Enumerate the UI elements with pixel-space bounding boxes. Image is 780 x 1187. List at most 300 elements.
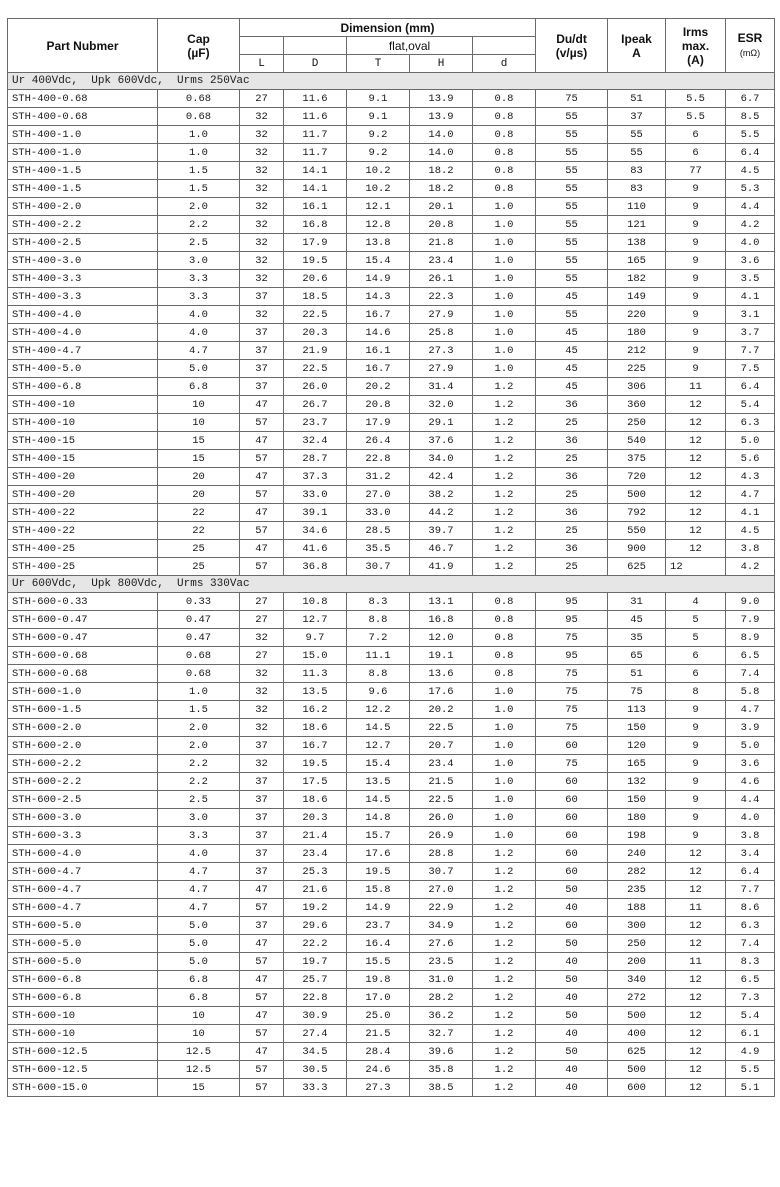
irms-cell: 12	[666, 989, 726, 1007]
small-d-cell: 0.8	[473, 108, 536, 126]
t-cell: 16.4	[347, 935, 410, 953]
part-number-cell: STH-600-2.5	[8, 791, 158, 809]
table-row	[8, 1061, 775, 1079]
l-cell: 37	[240, 288, 284, 306]
l-cell: 32	[240, 144, 284, 162]
cap-cell: 5.0	[158, 935, 240, 953]
part-number-cell: STH-400-4.0	[8, 324, 158, 342]
irms-cell: 11	[666, 953, 726, 971]
l-cell: 32	[240, 665, 284, 683]
h-cell: 44.2	[410, 504, 473, 522]
dimension-empty-cell	[240, 37, 284, 55]
t-cell: 15.7	[347, 827, 410, 845]
cap-cell: 4.7	[158, 899, 240, 917]
small-d-cell: 1.0	[473, 252, 536, 270]
small-d-cell: 1.0	[473, 773, 536, 791]
dudt-cell: 75	[536, 90, 608, 108]
irms-cell: 9	[666, 324, 726, 342]
h-cell: 14.0	[410, 144, 473, 162]
l-cell: 37	[240, 863, 284, 881]
cap-header-label: Cap	[187, 31, 210, 46]
small-d-cell: 1.0	[473, 216, 536, 234]
small-d-cell: 1.0	[473, 342, 536, 360]
d-cell: 18.6	[284, 791, 347, 809]
esr-cell: 6.4	[726, 863, 775, 881]
cap-cell: 3.0	[158, 809, 240, 827]
h-cell: 27.6	[410, 935, 473, 953]
h-cell: 22.5	[410, 719, 473, 737]
ipeak-cell: 600	[608, 1079, 666, 1097]
esr-cell: 7.5	[726, 360, 775, 378]
h-cell: 23.5	[410, 953, 473, 971]
table-row	[8, 1079, 775, 1097]
l-cell: 37	[240, 324, 284, 342]
cap-header-unit: (µF)	[187, 45, 210, 60]
part-number-cell: STH-400-22	[8, 504, 158, 522]
part-number-cell: STH-400-2.5	[8, 234, 158, 252]
dudt-cell: 55	[536, 180, 608, 198]
table-row	[8, 917, 775, 935]
part-number-cell: STH-400-0.68	[8, 108, 158, 126]
table-row	[8, 306, 775, 324]
dudt-cell: 60	[536, 863, 608, 881]
dudt-cell: 95	[536, 593, 608, 611]
esr-cell: 7.7	[726, 881, 775, 899]
irms-cell: 5.5	[666, 108, 726, 126]
part-number-cell: STH-400-1.5	[8, 162, 158, 180]
small-d-cell: 1.0	[473, 234, 536, 252]
part-number-cell: STH-400-15	[8, 432, 158, 450]
small-d-cell: 0.8	[473, 629, 536, 647]
irms-cell: 12	[666, 971, 726, 989]
t-cell: 20.2	[347, 378, 410, 396]
ipeak-header-unit: A	[632, 45, 641, 60]
l-cell: 57	[240, 1061, 284, 1079]
cap-cell: 3.3	[158, 827, 240, 845]
part-number-cell: STH-400-22	[8, 522, 158, 540]
ipeak-cell: 138	[608, 234, 666, 252]
part-number-cell: STH-600-10	[8, 1007, 158, 1025]
part-number-cell: STH-600-3.3	[8, 827, 158, 845]
h-cell: 26.0	[410, 809, 473, 827]
part-number-cell: STH-600-6.8	[8, 989, 158, 1007]
d-cell: 25.7	[284, 971, 347, 989]
h-cell: 29.1	[410, 414, 473, 432]
l-cell: 57	[240, 1025, 284, 1043]
part-number-cell: STH-600-5.0	[8, 935, 158, 953]
l-cell: 57	[240, 414, 284, 432]
d-cell: 13.5	[284, 683, 347, 701]
ipeak-cell: 250	[608, 935, 666, 953]
h-cell: 14.0	[410, 126, 473, 144]
d-cell: 32.4	[284, 432, 347, 450]
t-cell: 20.8	[347, 396, 410, 414]
l-cell: 27	[240, 593, 284, 611]
esr-cell: 4.7	[726, 701, 775, 719]
small-d-cell: 1.2	[473, 989, 536, 1007]
part-number-cell: STH-600-10	[8, 1025, 158, 1043]
small-d-cell: 1.2	[473, 1079, 536, 1097]
irms-cell: 12	[666, 881, 726, 899]
dudt-cell: 75	[536, 719, 608, 737]
ipeak-cell: 75	[608, 683, 666, 701]
t-cell: 17.9	[347, 414, 410, 432]
dudt-cell: 40	[536, 989, 608, 1007]
table-row	[8, 863, 775, 881]
small-d-cell: 1.0	[473, 198, 536, 216]
d-cell: 16.2	[284, 701, 347, 719]
esr-cell: 4.5	[726, 522, 775, 540]
esr-cell: 5.0	[726, 737, 775, 755]
esr-cell: 3.7	[726, 324, 775, 342]
table-row	[8, 342, 775, 360]
d-cell: 19.7	[284, 953, 347, 971]
cap-cell: 5.0	[158, 917, 240, 935]
ipeak-cell: 400	[608, 1025, 666, 1043]
irms-cell: 12	[666, 450, 726, 468]
small-d-cell: 1.0	[473, 683, 536, 701]
t-cell: 15.4	[347, 755, 410, 773]
table-row	[8, 288, 775, 306]
ipeak-cell: 65	[608, 647, 666, 665]
t-cell: 9.2	[347, 126, 410, 144]
t-cell: 27.3	[347, 1079, 410, 1097]
h-cell: 27.9	[410, 306, 473, 324]
table-row	[8, 432, 775, 450]
irms-cell: 9	[666, 306, 726, 324]
h-cell: 46.7	[410, 540, 473, 558]
irms-cell: 9	[666, 342, 726, 360]
dudt-cell: 40	[536, 1061, 608, 1079]
t-cell: 12.2	[347, 701, 410, 719]
ipeak-cell: 272	[608, 989, 666, 1007]
part-number-cell: STH-600-0.33	[8, 593, 158, 611]
ipeak-cell: 165	[608, 755, 666, 773]
ipeak-cell: 51	[608, 665, 666, 683]
l-cell: 57	[240, 486, 284, 504]
part-number-cell: STH-400-20	[8, 468, 158, 486]
d-cell: 18.5	[284, 288, 347, 306]
t-cell: 33.0	[347, 504, 410, 522]
small-d-cell: 1.2	[473, 378, 536, 396]
small-d-cell: 1.2	[473, 1061, 536, 1079]
cap-cell: 4.0	[158, 306, 240, 324]
h-cell: 23.4	[410, 755, 473, 773]
irms-cell: 12	[666, 486, 726, 504]
irms-cell: 12	[666, 1007, 726, 1025]
ipeak-header	[608, 19, 666, 73]
d-cell: 18.6	[284, 719, 347, 737]
cap-cell: 22	[158, 504, 240, 522]
ipeak-cell: 282	[608, 863, 666, 881]
esr-cell: 4.6	[726, 773, 775, 791]
ipeak-cell: 35	[608, 629, 666, 647]
ipeak-cell: 375	[608, 450, 666, 468]
esr-header-unit: (mΩ)	[739, 48, 761, 58]
t-cell: 15.5	[347, 953, 410, 971]
irms-cell: 12	[666, 522, 726, 540]
small-d-cell: 1.2	[473, 863, 536, 881]
esr-cell: 8.3	[726, 953, 775, 971]
capacitor-spec-table	[7, 18, 775, 1097]
part-number-cell: STH-600-0.68	[8, 665, 158, 683]
esr-cell: 4.0	[726, 234, 775, 252]
table-row	[8, 378, 775, 396]
h-cell: 36.2	[410, 1007, 473, 1025]
small-d-cell: 0.8	[473, 647, 536, 665]
dudt-cell: 60	[536, 917, 608, 935]
dudt-cell: 36	[536, 396, 608, 414]
ipeak-cell: 306	[608, 378, 666, 396]
table-body	[8, 73, 775, 1097]
esr-cell: 7.4	[726, 935, 775, 953]
h-cell: 28.2	[410, 989, 473, 1007]
l-cell: 57	[240, 899, 284, 917]
d-cell: 16.1	[284, 198, 347, 216]
cap-cell: 6.8	[158, 971, 240, 989]
esr-cell: 7.3	[726, 989, 775, 1007]
dudt-cell: 60	[536, 845, 608, 863]
d-cell: 39.1	[284, 504, 347, 522]
small-d-cell: 1.0	[473, 288, 536, 306]
l-cell: 37	[240, 845, 284, 863]
table-row	[8, 324, 775, 342]
l-cell: 32	[240, 755, 284, 773]
cap-cell: 10	[158, 396, 240, 414]
cap-cell: 2.5	[158, 791, 240, 809]
cap-cell: 10	[158, 1007, 240, 1025]
l-cell: 47	[240, 971, 284, 989]
t-cell: 8.8	[347, 665, 410, 683]
ipeak-cell: 300	[608, 917, 666, 935]
col-h-header: H	[410, 55, 473, 73]
dudt-cell: 55	[536, 252, 608, 270]
part-number-cell: STH-400-25	[8, 558, 158, 576]
small-d-cell: 0.8	[473, 593, 536, 611]
table-row	[8, 629, 775, 647]
table-row	[8, 899, 775, 917]
small-d-cell: 1.0	[473, 737, 536, 755]
irms-cell: 12	[666, 917, 726, 935]
t-cell: 28.5	[347, 522, 410, 540]
irms-cell: 5	[666, 629, 726, 647]
col-small-d-header: d	[473, 55, 536, 73]
table-row	[8, 162, 775, 180]
d-cell: 16.8	[284, 216, 347, 234]
small-d-cell: 1.0	[473, 791, 536, 809]
part-number-header-label: Part Nubmer	[46, 38, 119, 53]
l-cell: 32	[240, 306, 284, 324]
dudt-cell: 25	[536, 558, 608, 576]
h-cell: 13.9	[410, 90, 473, 108]
irms-cell: 12	[666, 845, 726, 863]
h-cell: 30.7	[410, 863, 473, 881]
part-number-cell: STH-400-25	[8, 540, 158, 558]
irms-cell: 9	[666, 755, 726, 773]
ipeak-cell: 340	[608, 971, 666, 989]
cap-cell: 10	[158, 414, 240, 432]
d-cell: 17.5	[284, 773, 347, 791]
t-cell: 35.5	[347, 540, 410, 558]
d-cell: 19.5	[284, 252, 347, 270]
t-cell: 30.7	[347, 558, 410, 576]
irms-cell: 12	[666, 863, 726, 881]
esr-cell: 4.2	[726, 558, 775, 576]
table-row	[8, 719, 775, 737]
l-cell: 27	[240, 611, 284, 629]
part-number-cell: STH-400-4.0	[8, 306, 158, 324]
small-d-cell: 0.8	[473, 90, 536, 108]
esr-cell: 3.4	[726, 845, 775, 863]
esr-cell: 3.1	[726, 306, 775, 324]
cap-cell: 0.68	[158, 665, 240, 683]
table-row	[8, 414, 775, 432]
ipeak-cell: 113	[608, 701, 666, 719]
d-cell: 17.9	[284, 234, 347, 252]
h-cell: 20.8	[410, 216, 473, 234]
ipeak-cell: 240	[608, 845, 666, 863]
d-cell: 22.5	[284, 360, 347, 378]
irms-cell: 4	[666, 593, 726, 611]
esr-cell: 5.5	[726, 1061, 775, 1079]
d-cell: 21.4	[284, 827, 347, 845]
small-d-cell: 1.0	[473, 306, 536, 324]
table-row	[8, 809, 775, 827]
cap-cell: 15	[158, 1079, 240, 1097]
cap-cell: 2.0	[158, 737, 240, 755]
h-cell: 21.5	[410, 773, 473, 791]
d-cell: 12.7	[284, 611, 347, 629]
cap-cell: 4.0	[158, 324, 240, 342]
part-number-cell: STH-600-0.47	[8, 611, 158, 629]
part-number-cell: STH-600-2.0	[8, 719, 158, 737]
small-d-cell: 0.8	[473, 611, 536, 629]
part-number-cell: STH-600-5.0	[8, 953, 158, 971]
l-cell: 37	[240, 791, 284, 809]
dudt-cell: 50	[536, 935, 608, 953]
dudt-cell: 60	[536, 791, 608, 809]
part-number-cell: STH-400-1.0	[8, 144, 158, 162]
ipeak-cell: 132	[608, 773, 666, 791]
esr-cell: 4.9	[726, 1043, 775, 1061]
cap-cell: 25	[158, 540, 240, 558]
esr-cell: 7.7	[726, 342, 775, 360]
cap-cell: 1.5	[158, 701, 240, 719]
table-row	[8, 216, 775, 234]
small-d-cell: 0.8	[473, 162, 536, 180]
esr-cell: 4.0	[726, 809, 775, 827]
l-cell: 47	[240, 1007, 284, 1025]
small-d-cell: 1.2	[473, 540, 536, 558]
l-cell: 37	[240, 360, 284, 378]
cap-cell: 6.8	[158, 989, 240, 1007]
dudt-cell: 25	[536, 522, 608, 540]
irms-cell: 9	[666, 234, 726, 252]
l-cell: 47	[240, 468, 284, 486]
dudt-cell: 45	[536, 288, 608, 306]
h-cell: 32.7	[410, 1025, 473, 1043]
irms-cell: 9	[666, 791, 726, 809]
part-number-header	[8, 19, 158, 73]
irms-cell: 11	[666, 378, 726, 396]
irms-cell: 6	[666, 126, 726, 144]
dudt-cell: 60	[536, 827, 608, 845]
d-cell: 33.3	[284, 1079, 347, 1097]
d-cell: 11.7	[284, 144, 347, 162]
cap-cell: 4.7	[158, 342, 240, 360]
small-d-cell: 1.2	[473, 971, 536, 989]
t-cell: 12.1	[347, 198, 410, 216]
irms-cell: 12	[666, 504, 726, 522]
esr-cell: 8.9	[726, 629, 775, 647]
esr-cell: 4.2	[726, 216, 775, 234]
ipeak-cell: 550	[608, 522, 666, 540]
spec-table-container	[7, 18, 775, 1097]
esr-cell: 7.9	[726, 611, 775, 629]
d-cell: 36.8	[284, 558, 347, 576]
h-cell: 26.1	[410, 270, 473, 288]
l-cell: 32	[240, 162, 284, 180]
irms-header-sub: max.	[681, 38, 710, 53]
ipeak-cell: 55	[608, 144, 666, 162]
col-t-header: T	[347, 55, 410, 73]
ipeak-cell: 31	[608, 593, 666, 611]
small-d-cell: 1.0	[473, 360, 536, 378]
t-cell: 15.8	[347, 881, 410, 899]
table-row	[8, 701, 775, 719]
small-d-cell: 1.2	[473, 1043, 536, 1061]
l-cell: 47	[240, 1043, 284, 1061]
table-header	[8, 19, 775, 73]
dudt-cell: 55	[536, 198, 608, 216]
part-number-cell: STH-400-5.0	[8, 360, 158, 378]
dudt-cell: 75	[536, 701, 608, 719]
dudt-cell: 36	[536, 432, 608, 450]
irms-header	[666, 19, 726, 73]
dimension-header	[240, 19, 536, 37]
irms-cell: 5.5	[666, 90, 726, 108]
small-d-cell: 1.2	[473, 1007, 536, 1025]
ipeak-cell: 150	[608, 719, 666, 737]
part-number-cell: STH-400-1.0	[8, 126, 158, 144]
section-header-row	[8, 576, 775, 593]
cap-cell: 2.2	[158, 773, 240, 791]
table-row	[8, 180, 775, 198]
h-cell: 38.5	[410, 1079, 473, 1097]
esr-cell: 4.7	[726, 486, 775, 504]
h-cell: 34.0	[410, 450, 473, 468]
h-cell: 21.8	[410, 234, 473, 252]
h-cell: 35.8	[410, 1061, 473, 1079]
ipeak-cell: 121	[608, 216, 666, 234]
d-cell: 19.2	[284, 899, 347, 917]
table-row	[8, 755, 775, 773]
table-row	[8, 558, 775, 576]
l-cell: 32	[240, 683, 284, 701]
irms-cell: 12	[666, 935, 726, 953]
irms-cell: 9	[666, 270, 726, 288]
dudt-cell: 40	[536, 1079, 608, 1097]
irms-header-unit: (A)	[687, 52, 704, 67]
table-row	[8, 845, 775, 863]
part-number-cell: STH-400-10	[8, 396, 158, 414]
part-number-cell: STH-600-0.47	[8, 629, 158, 647]
h-cell: 19.1	[410, 647, 473, 665]
cap-cell: 5.0	[158, 953, 240, 971]
dudt-cell: 45	[536, 360, 608, 378]
cap-cell: 20	[158, 486, 240, 504]
esr-header-label: ESR	[737, 31, 763, 45]
